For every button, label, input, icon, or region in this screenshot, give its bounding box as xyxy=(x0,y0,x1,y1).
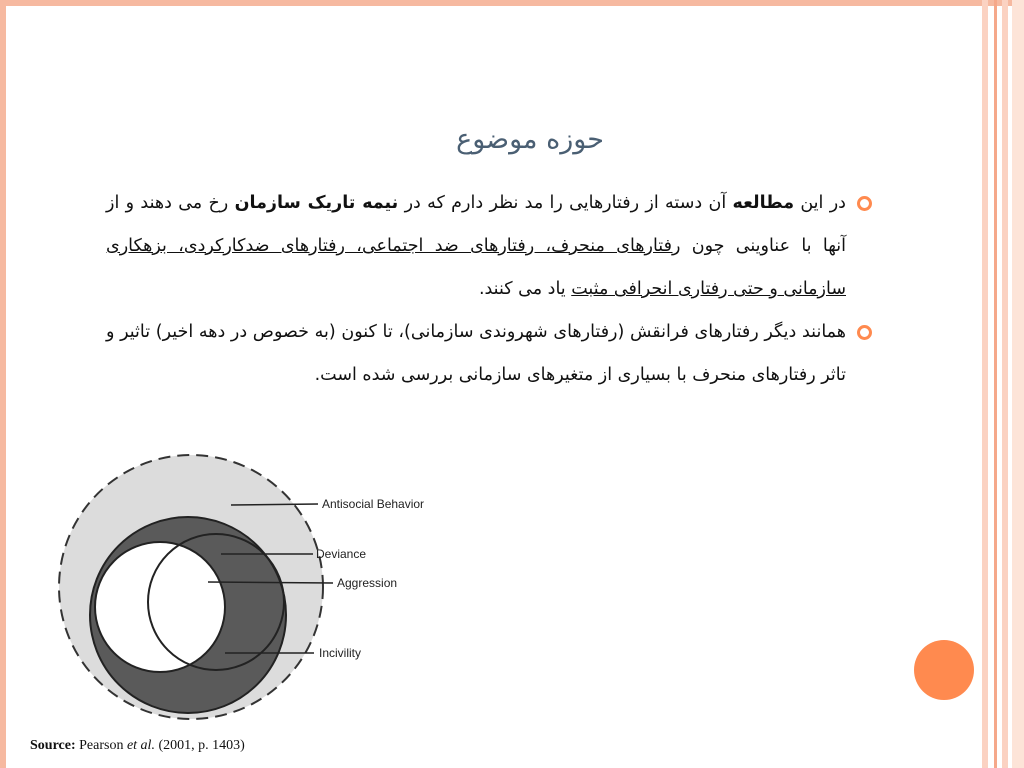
label-aggression: Aggression xyxy=(337,576,398,590)
decor-rail xyxy=(1012,0,1024,768)
frame-left-border xyxy=(0,0,6,768)
bullet-marker-icon xyxy=(857,196,872,211)
bullet-item xyxy=(106,182,846,311)
text-run-underlined: رفتارهای منحرف، رفتارهای ضد اجتماعی، رفتارهای ضدکارکردی، بزهکاری سازمانی و حتی رفتاری انحرافی مثبت xyxy=(106,236,846,299)
decor-rail xyxy=(982,0,988,768)
decor-circle xyxy=(914,640,974,700)
text-run: یاد می کنند. xyxy=(478,279,572,299)
bullet-marker-icon xyxy=(857,325,872,340)
source-etal: et al. xyxy=(126,738,155,753)
source-label: Source: xyxy=(30,738,76,753)
text-run: همانند دیگر رفتارهای فرانقش (رفتارهای شهروندی سازمانی)، تا کنون (به خصوص در دهه اخیر) تاثیر و تاثر رفتارهای منحرف با بسیاری از متغیرهای سازمانی بررسی شده است. xyxy=(106,322,846,385)
source-citation: (2001, p. 1403) xyxy=(158,738,245,753)
nested-circles-diagram xyxy=(28,452,458,722)
decor-rail xyxy=(994,0,997,768)
figure-source-caption xyxy=(30,738,245,754)
text-run: در این xyxy=(794,193,846,213)
text-run-bold: مطالعه xyxy=(732,193,795,213)
label-incivility: Incivility xyxy=(319,646,362,660)
leader-line xyxy=(231,504,318,505)
label-antisocial-behavior: Antisocial Behavior xyxy=(322,497,425,511)
slide-title: حوزه موضوع xyxy=(456,124,604,156)
text-run: آن دسته از رفتارهایی را مد نظر دارم که در xyxy=(398,193,733,213)
bullet-list xyxy=(106,182,846,397)
leader-line xyxy=(208,582,333,583)
label-deviance: Deviance xyxy=(316,547,367,561)
decor-rail xyxy=(1002,0,1008,768)
frame-top-border xyxy=(0,0,1024,6)
circle-incivility xyxy=(95,542,225,672)
text-run-bold: نیمه تاریک سازمان xyxy=(234,193,399,213)
text-run: رخ می دهند و از آنها با عناوینی چون xyxy=(106,193,846,256)
source-author: Pearson xyxy=(79,738,124,753)
bullet-item xyxy=(106,311,846,397)
